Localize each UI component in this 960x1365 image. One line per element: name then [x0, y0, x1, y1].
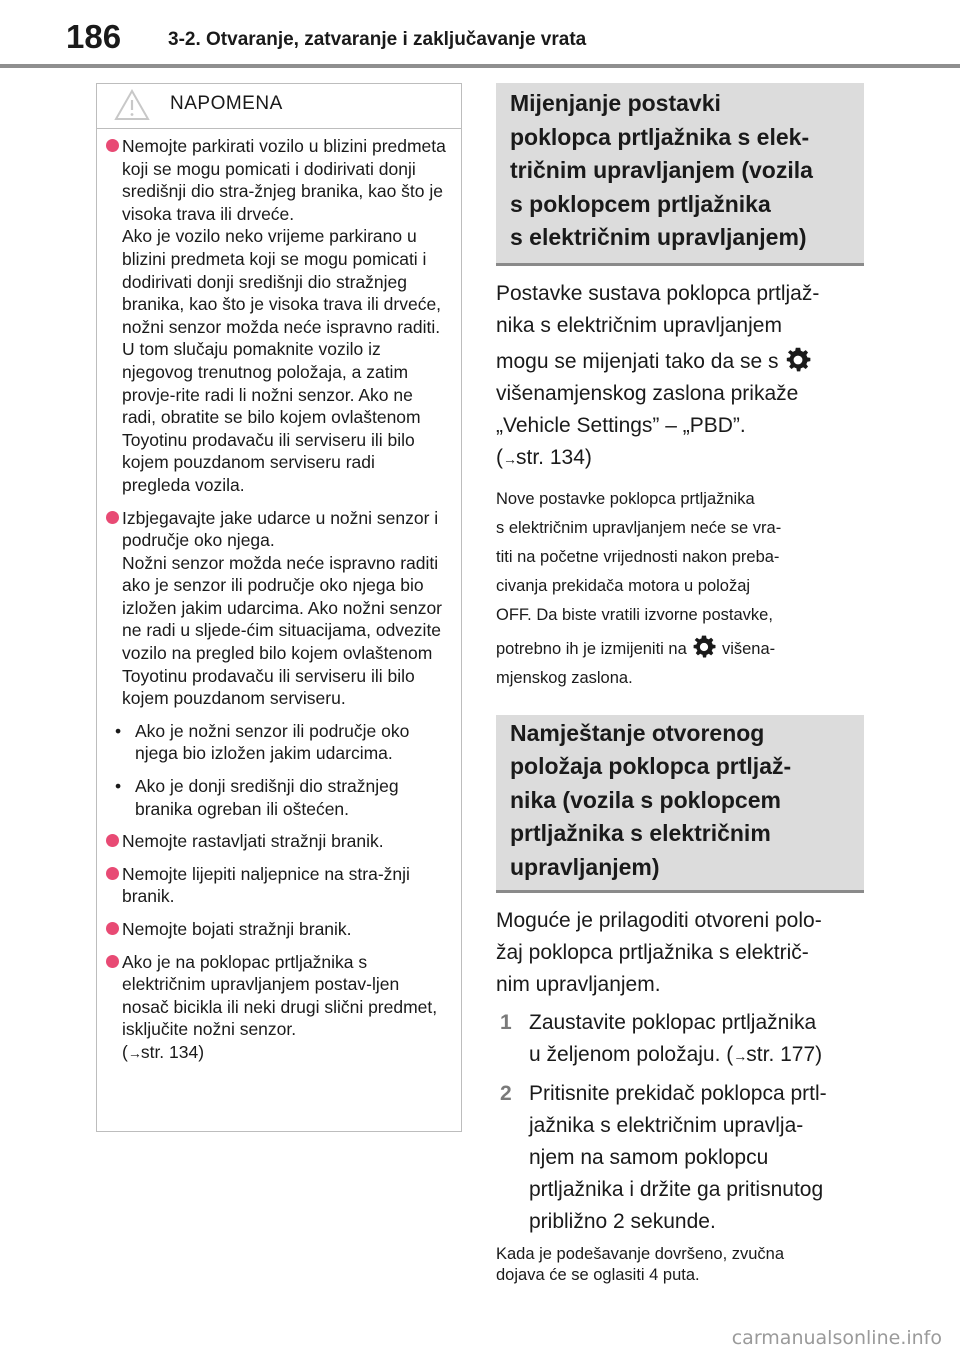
note-line: Kada je podešavanje dovršeno, zvučna: [496, 1245, 785, 1263]
body-line: višenamjenskog zaslona prikaže: [496, 381, 799, 405]
step-item: [496, 1007, 864, 1072]
header-divider: [0, 64, 960, 68]
step-line: Pritisnite prekidač poklopca prtl-: [529, 1082, 827, 1105]
note-paragraph: Izbjegavajte jake udarce u nožni senzor i područje oko njega.: [122, 507, 439, 551]
step-line: jažnika s električnim upravlja-: [529, 1114, 804, 1137]
body-line: [496, 346, 864, 378]
step-number: 1: [500, 1011, 512, 1034]
note-paragraph: Ako je vozilo neko vrijeme parkirano u blizini predmeta koji se mogu pomicati i dodirivati donji središnji dio stražnjeg branika, kao što je visoka trava ili drveće, nožni senzor možda neće ispravno raditi. U tom slučaju pomaknite vozilo iz njegovog trenutnog položaja, a zatim provje-rite radi li nožni senzor. Ako ne radi, obratite se bilo kojem ovlaštenom Toyotinu prodavaču ili serviseru ili bilo kojem pouzdanom serviseru radi pregleda vozila.: [122, 226, 442, 495]
step-line: prtljažnika i držite ga pritisnutog: [529, 1178, 824, 1201]
note-sub-text: Ako je nožni senzor ili područje oko njega bio izložen jakim udarcima.: [135, 720, 410, 764]
heading-line: nika (vozila s poklopcem: [510, 786, 781, 813]
step-line: njem na samom poklopcu: [529, 1146, 769, 1169]
note-paragraph: Nemojte parkirati vozilo u blizini predmeta koji se mogu pomicati i dodirivati donji središnji dio stra-žnjeg branika, kao što je visoka trava ili drveće.: [122, 136, 446, 224]
heading-line: s električnim upravljanjem): [510, 224, 807, 250]
page-header: [0, 0, 960, 70]
settings-body: [496, 278, 864, 475]
heading-line: Mijenjanje postavki: [510, 90, 721, 116]
settings-info: [496, 485, 864, 693]
info-line: titi na početne vrijednosti nakon preba-: [496, 547, 780, 566]
note-item: [109, 135, 447, 497]
ref-text: str. 177): [746, 1043, 823, 1066]
gear-icon: [784, 346, 812, 374]
heading-line: prtljažnika s električnim: [510, 820, 771, 846]
body-line: žaj poklopca prtljažnika s električ-: [496, 941, 809, 964]
bullet-icon: [106, 834, 119, 847]
body-line: nika s električnim upravljanjem: [496, 313, 782, 337]
page-number: 186: [66, 18, 122, 55]
note-sub-text: Ako je donji središnji dio stražnjeg branika ogreban ili oštećen.: [135, 776, 399, 819]
heading-line: upravljanjem): [510, 853, 660, 880]
heading-line: poklopca prtljažnika s elek-: [510, 123, 810, 150]
ref-text: str. 134): [140, 1041, 205, 1062]
note-sub-item: [109, 775, 447, 820]
body-line: nim upravljanjem.: [496, 973, 661, 996]
arrow-right-icon: →: [503, 450, 516, 467]
note-header: [97, 84, 461, 129]
step-number: 2: [500, 1082, 512, 1105]
note-paragraph: Nemojte rastavljati stražnji branik.: [122, 831, 384, 852]
step-text: u željenom položaju. (: [529, 1043, 734, 1066]
arrow-right-icon: →: [733, 1048, 747, 1064]
info-line: OFF. Da biste vratili izvorne postavke,: [496, 605, 773, 624]
right-column: [496, 83, 864, 1286]
page-reference: [122, 1041, 447, 1065]
info-text: višena-: [721, 639, 776, 658]
body-line: Moguće je prilagoditi otvoreni polo-: [496, 909, 822, 932]
caution-note-box: [96, 83, 462, 1132]
heading-line: položaja poklopca prtljaž-: [510, 753, 792, 779]
info-line: s električnim upravljanjem neće se vra-: [496, 518, 782, 537]
bullet-icon: [106, 867, 119, 880]
note-title: NAPOMENA: [170, 93, 283, 114]
info-line: Nove postavke poklopca prtljažnika: [496, 489, 755, 508]
step-line: približno 2 sekunde.: [529, 1210, 716, 1233]
info-line: mjenskog zaslona.: [496, 668, 633, 687]
heading-line: tričnim upravljanjem (vozila: [510, 157, 813, 183]
note-line: dojava će se oglasiti 4 puta.: [496, 1266, 700, 1284]
page-reference: [496, 442, 864, 475]
step-line: Zaustavite poklopac prtljažnika: [529, 1011, 817, 1034]
section-heading-open-position: [496, 715, 864, 894]
open-position-body: [496, 905, 864, 1001]
note-item: [109, 951, 447, 1065]
note-body: [97, 129, 461, 1065]
ref-open: (: [122, 1041, 128, 1062]
note-paragraph: Nemojte bojati stražnji branik.: [122, 919, 352, 939]
note-item: [109, 507, 447, 710]
heading-line: Namještanje otvorenog: [510, 719, 765, 746]
bullet-icon: [106, 511, 119, 524]
section-title: 3-2. Otvaranje, zatvaranje i zaključavanje vrata: [168, 29, 587, 50]
body-line: „Vehicle Settings” – „PBD”.: [496, 413, 746, 437]
info-line: [496, 634, 864, 664]
note-paragraph: Nožni senzor možda neće ispravno raditi ako je senzor ili područje oko njega bio izložen jakim udarcima. Ako nožni senzor ne radi u sljede-ćim situacijama, odvezite vozilo na pregled bilo kojem ovlaštenom Toyotinu prodavaču ili serviseru ili bilo kojem pouzdanom serviseru.: [122, 552, 443, 709]
note-paragraph: Ako je na poklopac prtljažnika s električnim upravljanjem postav-ljen nosač bicikla ili neki drugi slični predmet, isključite nožni senzor.: [122, 951, 438, 1040]
completion-note: [496, 1244, 864, 1286]
body-text: mogu se mijenjati tako da se s: [496, 349, 779, 373]
note-sub-item: [109, 720, 447, 765]
sub-bullet-icon: •: [115, 720, 122, 741]
gear-icon: [691, 634, 717, 660]
arrow-right-icon: →: [127, 1044, 141, 1061]
note-item: [109, 830, 447, 853]
ref-text: str. 134): [516, 445, 592, 469]
sub-bullet-icon: •: [115, 776, 122, 797]
note-item: [109, 918, 447, 941]
note-paragraph: Nemojte lijepiti naljepnice na stra-žnji branik.: [122, 863, 410, 907]
heading-line: s poklopcem prtljažnika: [510, 190, 771, 217]
info-line: civanja prekidača motora u položaj: [496, 576, 751, 595]
warning-triangle-icon: [114, 89, 150, 121]
info-text: potrebno ih je izmijeniti na: [496, 639, 687, 658]
ref-open: (: [496, 445, 503, 469]
step-line: [529, 1039, 864, 1072]
section-heading-settings: [496, 83, 864, 266]
body-line: Postavke sustava poklopca prtljaž-: [496, 281, 820, 305]
step-item: [496, 1078, 864, 1238]
note-item: [109, 863, 447, 908]
bullet-icon: [106, 922, 119, 935]
watermark: carmanualsonline.info: [731, 1327, 942, 1349]
bullet-icon: [106, 139, 119, 152]
bullet-icon: [106, 955, 119, 968]
